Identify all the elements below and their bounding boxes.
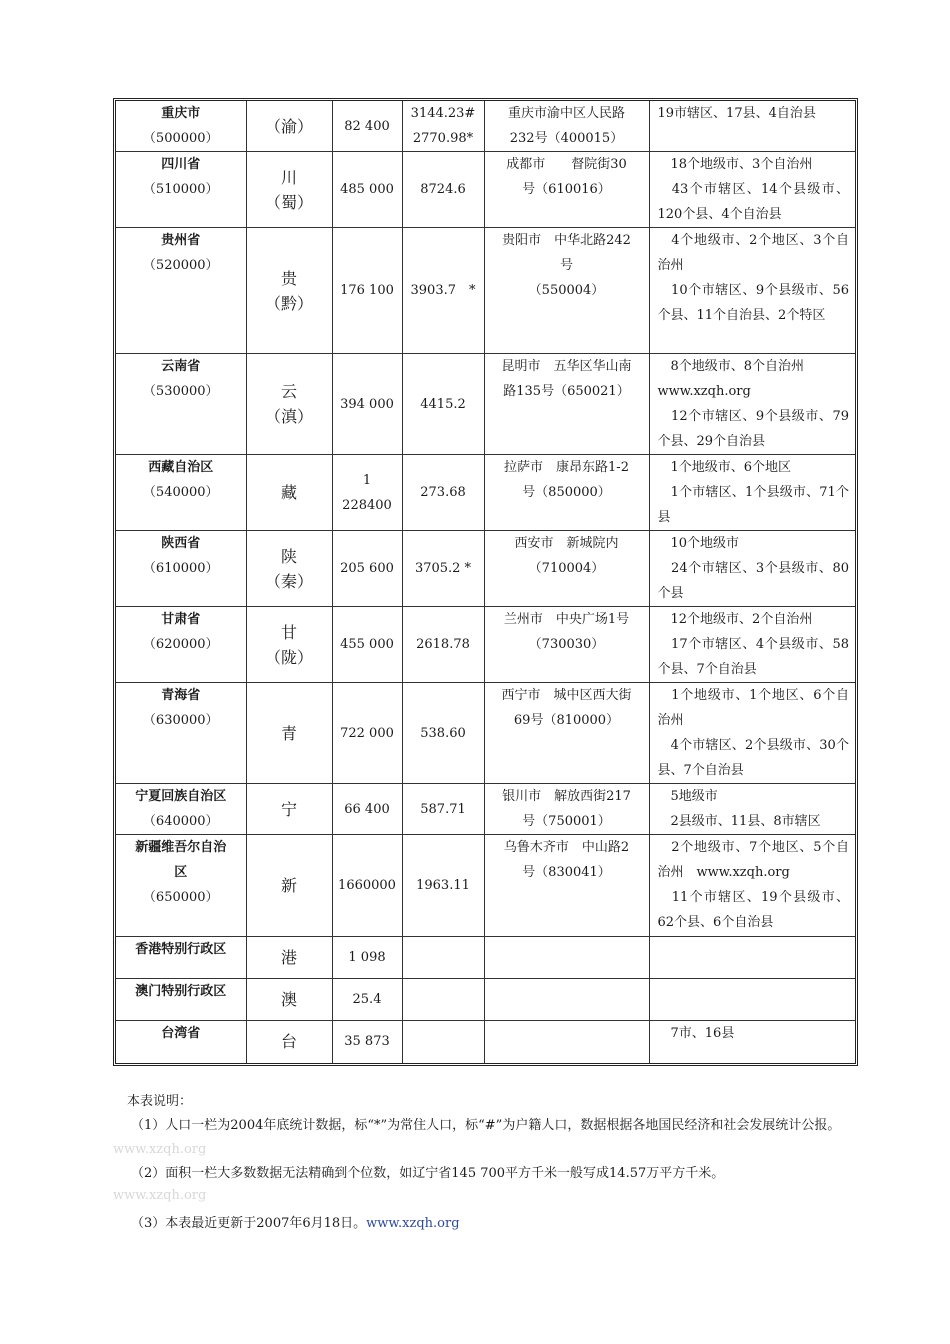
population-cell: 8724.6	[402, 152, 484, 228]
province-name: 香港特别行政区	[135, 942, 227, 957]
postal-code: （650000）	[142, 890, 219, 905]
table-row	[116, 228, 855, 354]
area-cell: 82 400	[332, 101, 402, 152]
abbreviation-cell: 港	[246, 937, 332, 979]
divisions-cell: 19市辖区、17县、4自治县	[649, 101, 855, 152]
area-cell: 25.4	[332, 979, 402, 1021]
abbreviation-cell: 台	[246, 1021, 332, 1063]
province-cell	[116, 1021, 246, 1063]
province-name: 西藏自治区	[148, 460, 214, 475]
address-cell	[484, 1021, 649, 1063]
province-name: 新疆维吾尔自治 区	[135, 840, 227, 880]
province-table	[113, 98, 858, 1066]
divisions-cell: 8个地级市、8个自治州 www.xzqh.org 12个市辖区、9个县级市、79个县、29个自治县	[649, 354, 855, 455]
population-cell: 1963.11	[402, 835, 484, 937]
divisions-cell	[649, 937, 855, 979]
province-name: 青海省	[161, 688, 201, 703]
postal-code: （610000）	[142, 561, 219, 576]
population-cell: 4415.2	[402, 354, 484, 455]
province-cell	[116, 101, 246, 152]
divisions-cell: 2个地级市、7个地区、5个自治州 www.xzqh.org 11个市辖区、19个县级市、62个县、6个自治县	[649, 835, 855, 937]
divisions-cell	[649, 979, 855, 1021]
divisions-cell: 4个地级市、2个地区、3个自治州 10个市辖区、9个县级市、56个县、11个自治县、2个特区	[649, 228, 855, 354]
population-cell: 3903.7 *	[402, 228, 484, 354]
area-cell: 394 000	[332, 354, 402, 455]
population-cell: 273.68	[402, 455, 484, 531]
table-row	[116, 455, 855, 531]
province-name: 宁夏回族自治区	[135, 789, 227, 804]
divisions-cell: 12个地级市、2个自治州 17个市辖区、4个县级市、58个县、7个自治县	[649, 607, 855, 683]
abbreviation-cell: 云 （滇）	[246, 354, 332, 455]
table-row	[116, 979, 855, 1021]
table-row	[116, 101, 855, 152]
divisions-cell: 18个地级市、3个自治州 43个市辖区、14个县级市、120个县、4个自治县	[649, 152, 855, 228]
divisions-cell: 10个地级市 24个市辖区、3个县级市、80个县	[649, 531, 855, 607]
abbreviation-cell: 甘 （陇）	[246, 607, 332, 683]
watermark-text: www.xzqh.org	[113, 1188, 207, 1203]
table-row	[116, 152, 855, 228]
address-cell: 乌鲁木齐市 中山路2 号（830041）	[484, 835, 649, 937]
population-cell	[402, 1021, 484, 1063]
area-cell: 176 100	[332, 228, 402, 354]
province-cell	[116, 228, 246, 354]
province-name: 贵州省	[161, 233, 201, 248]
province-cell	[116, 455, 246, 531]
population-cell: 587.71	[402, 784, 484, 835]
area-cell: 1660000	[332, 835, 402, 937]
province-cell	[116, 683, 246, 784]
province-cell	[116, 531, 246, 607]
address-cell: 银川市 解放西街217 号（750001）	[484, 784, 649, 835]
table-row	[116, 607, 855, 683]
abbreviation-cell: 贵 （黔）	[246, 228, 332, 354]
watermark-text: www.xzqh.org	[113, 1142, 207, 1157]
abbreviation-cell: 青	[246, 683, 332, 784]
address-cell: 兰州市 中央广场1号 （730030）	[484, 607, 649, 683]
site-link[interactable]: www.xzqh.org	[366, 1216, 460, 1231]
address-cell: 重庆市渝中区人民路 232号（400015）	[484, 101, 649, 152]
area-cell: 722 000	[332, 683, 402, 784]
population-cell: 3144.23# 2770.98*	[402, 101, 484, 152]
area-cell: 35 873	[332, 1021, 402, 1063]
address-cell	[484, 979, 649, 1021]
area-cell: 485 000	[332, 152, 402, 228]
address-cell: 昆明市 五华区华山南 路135号（650021）	[484, 354, 649, 455]
province-name: 台湾省	[161, 1026, 201, 1041]
divisions-cell: 1个地级市、1个地区、6个自治州 4个市辖区、2个县级市、30个县、7个自治县	[649, 683, 855, 784]
table-row	[116, 531, 855, 607]
divisions-cell: 1个地级市、6个地区 1个市辖区、1个县级市、71个县	[649, 455, 855, 531]
province-cell	[116, 835, 246, 937]
province-name: 陕西省	[161, 536, 201, 551]
address-cell	[484, 937, 649, 979]
note-item-1: （1）人口一栏为2004年底统计数据，标“*”为常住人口，标“#”为户籍人口，数据根据各地国民经济和社会发展统计公报。www.xzqh.org	[113, 1118, 841, 1157]
area-cell: 455 000	[332, 607, 402, 683]
postal-code: （520000）	[142, 258, 219, 273]
province-name: 云南省	[161, 359, 201, 374]
postal-code: （510000）	[142, 182, 219, 197]
province-name: 澳门特别行政区	[135, 984, 227, 999]
province-name: 重庆市	[161, 106, 201, 121]
population-cell	[402, 979, 484, 1021]
area-cell: 1 228400	[332, 455, 402, 531]
postal-code: （620000）	[142, 637, 219, 652]
address-cell: 拉萨市 康昂东路1-2 号（850000）	[484, 455, 649, 531]
province-cell	[116, 784, 246, 835]
abbreviation-cell: 新	[246, 835, 332, 937]
postal-code: （640000）	[142, 814, 219, 829]
table-notes	[113, 1090, 858, 1236]
province-cell	[116, 607, 246, 683]
notes-title: 本表说明：	[127, 1094, 193, 1109]
province-name: 四川省	[161, 157, 201, 172]
abbreviation-cell: 澳	[246, 979, 332, 1021]
table-row	[116, 1021, 855, 1063]
abbreviation-cell: 川 （蜀）	[246, 152, 332, 228]
area-cell: 205 600	[332, 531, 402, 607]
table-row	[116, 937, 855, 979]
note-item-2: （2）面积一栏大多数数据无法精确到个位数，如辽宁省145 700平方千米一般写成14.57万平方千米。	[131, 1166, 725, 1181]
address-cell: 成都市 督院街30 号（610016）	[484, 152, 649, 228]
population-cell: 3705.2 *	[402, 531, 484, 607]
divisions-cell: 7市、16县	[649, 1021, 855, 1063]
abbreviation-cell: 宁	[246, 784, 332, 835]
population-cell: 538.60	[402, 683, 484, 784]
divisions-cell: 5地级市 2县级市、11县、8市辖区	[649, 784, 855, 835]
province-cell	[116, 152, 246, 228]
province-name: 甘肃省	[161, 612, 201, 627]
table-row	[116, 683, 855, 784]
area-cell: 66 400	[332, 784, 402, 835]
postal-code: （630000）	[142, 713, 219, 728]
postal-code: （500000）	[142, 131, 219, 146]
province-cell	[116, 979, 246, 1021]
postal-code: （530000）	[142, 384, 219, 399]
population-cell	[402, 937, 484, 979]
area-cell: 1 098	[332, 937, 402, 979]
address-cell: 西宁市 城中区西大街 69号（810000）	[484, 683, 649, 784]
table-row	[116, 784, 855, 835]
note-item-3: （3）本表最近更新于2007年6月18日。www.xzqh.org	[131, 1216, 460, 1231]
table-row	[116, 835, 855, 937]
postal-code: （540000）	[142, 485, 219, 500]
address-cell: 西安市 新城院内 （710004）	[484, 531, 649, 607]
address-cell: 贵阳市 中华北路242 号 （550004）	[484, 228, 649, 354]
table-row	[116, 354, 855, 455]
abbreviation-cell: （渝）	[246, 101, 332, 152]
abbreviation-cell: 陕 （秦）	[246, 531, 332, 607]
province-cell	[116, 354, 246, 455]
abbreviation-cell: 藏	[246, 455, 332, 531]
population-cell: 2618.78	[402, 607, 484, 683]
province-cell	[116, 937, 246, 979]
